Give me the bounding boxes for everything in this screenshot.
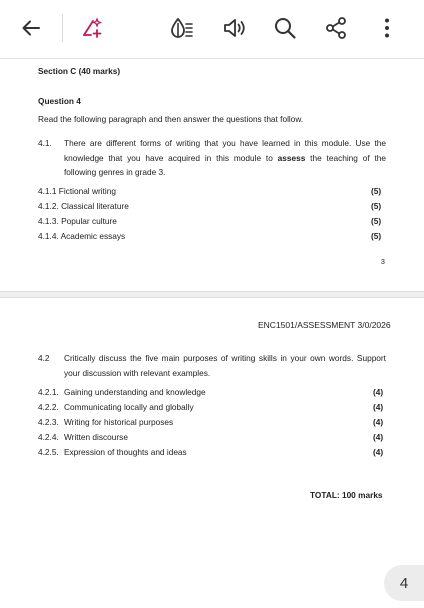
list-item-marks: (4): [373, 447, 384, 457]
list-item-label: Communicating locally and globally: [64, 402, 194, 412]
list-item-number: 4.2.4.: [38, 432, 59, 442]
list-item-number: 4.2.2.: [38, 402, 59, 412]
section-title: Section C (40 marks): [38, 66, 121, 76]
list-item-marks: (5): [371, 186, 382, 196]
more-options-icon[interactable]: [371, 12, 403, 44]
question-4-1-text-start: There are different forms of writing that you have learned in this module. Use the knowledge that you have acquired in this module to: [64, 138, 386, 163]
question-number-4-1: 4.1.: [38, 138, 52, 148]
question-title: Question 4: [38, 96, 81, 106]
list-item-label: Gaining understanding and knowledge: [64, 387, 206, 397]
list-item-label: 4.1.4. Academic essays: [38, 231, 126, 241]
list-item-marks: (4): [373, 402, 384, 412]
list-item-marks: (5): [371, 216, 382, 226]
search-icon[interactable]: [269, 12, 301, 44]
page-header: ENC1501/ASSESSMENT 3/0/2026: [258, 320, 391, 330]
total-marks: TOTAL: 100 marks: [310, 490, 383, 500]
question-4-1-keyword: assess: [277, 152, 306, 163]
list-item-label: 4.1.2. Classical literature: [38, 201, 129, 211]
list-item-marks: (4): [373, 432, 384, 442]
page-indicator[interactable]: [384, 565, 424, 601]
page-separator: [0, 291, 424, 298]
list-item-marks: (4): [373, 387, 384, 397]
page-number: 3: [381, 259, 385, 266]
list-item-marks: (5): [371, 231, 382, 241]
list-item-number: 4.2.5.: [38, 447, 59, 457]
document-page-3: [0, 59, 424, 291]
list-item-label: 4.1.3. Popular culture: [38, 216, 117, 226]
list-item-label: Writing for historical purposes: [64, 417, 174, 427]
list-item-number: 4.2.1.: [38, 387, 59, 397]
list-item-label: 4.1.1 Fictional writing: [38, 186, 116, 196]
instruction-text: Read the following paragraph and then answer the questions that follow.: [38, 114, 304, 124]
reading-mode-icon[interactable]: [166, 12, 198, 44]
document-page-4: [0, 298, 424, 608]
list-item-label: Expression of thoughts and ideas: [64, 447, 187, 457]
current-page-number: 4: [399, 574, 409, 592]
question-4-1-text: [64, 136, 386, 180]
question-4-1-text-end: the teaching of the following genres in grade 3.: [64, 152, 387, 178]
top-toolbar: [0, 0, 424, 59]
question-4-2-text: Critically discuss the five main purposes of writing skills in your own words. Support your discussion with relevant examples.: [64, 353, 386, 378]
add-note-sparkle-icon[interactable]: [76, 12, 108, 44]
list-item-marks: (4): [373, 417, 384, 427]
read-aloud-speaker-icon[interactable]: [218, 12, 250, 44]
back-arrow-icon[interactable]: [15, 12, 47, 44]
question-number-4-2: 4.2: [38, 353, 50, 363]
list-item-label: Written discourse: [64, 432, 128, 442]
list-item-marks: (5): [371, 201, 382, 211]
share-icon[interactable]: [320, 12, 352, 44]
toolbar-divider: [62, 14, 63, 42]
list-item-number: 4.2.3.: [38, 417, 59, 427]
